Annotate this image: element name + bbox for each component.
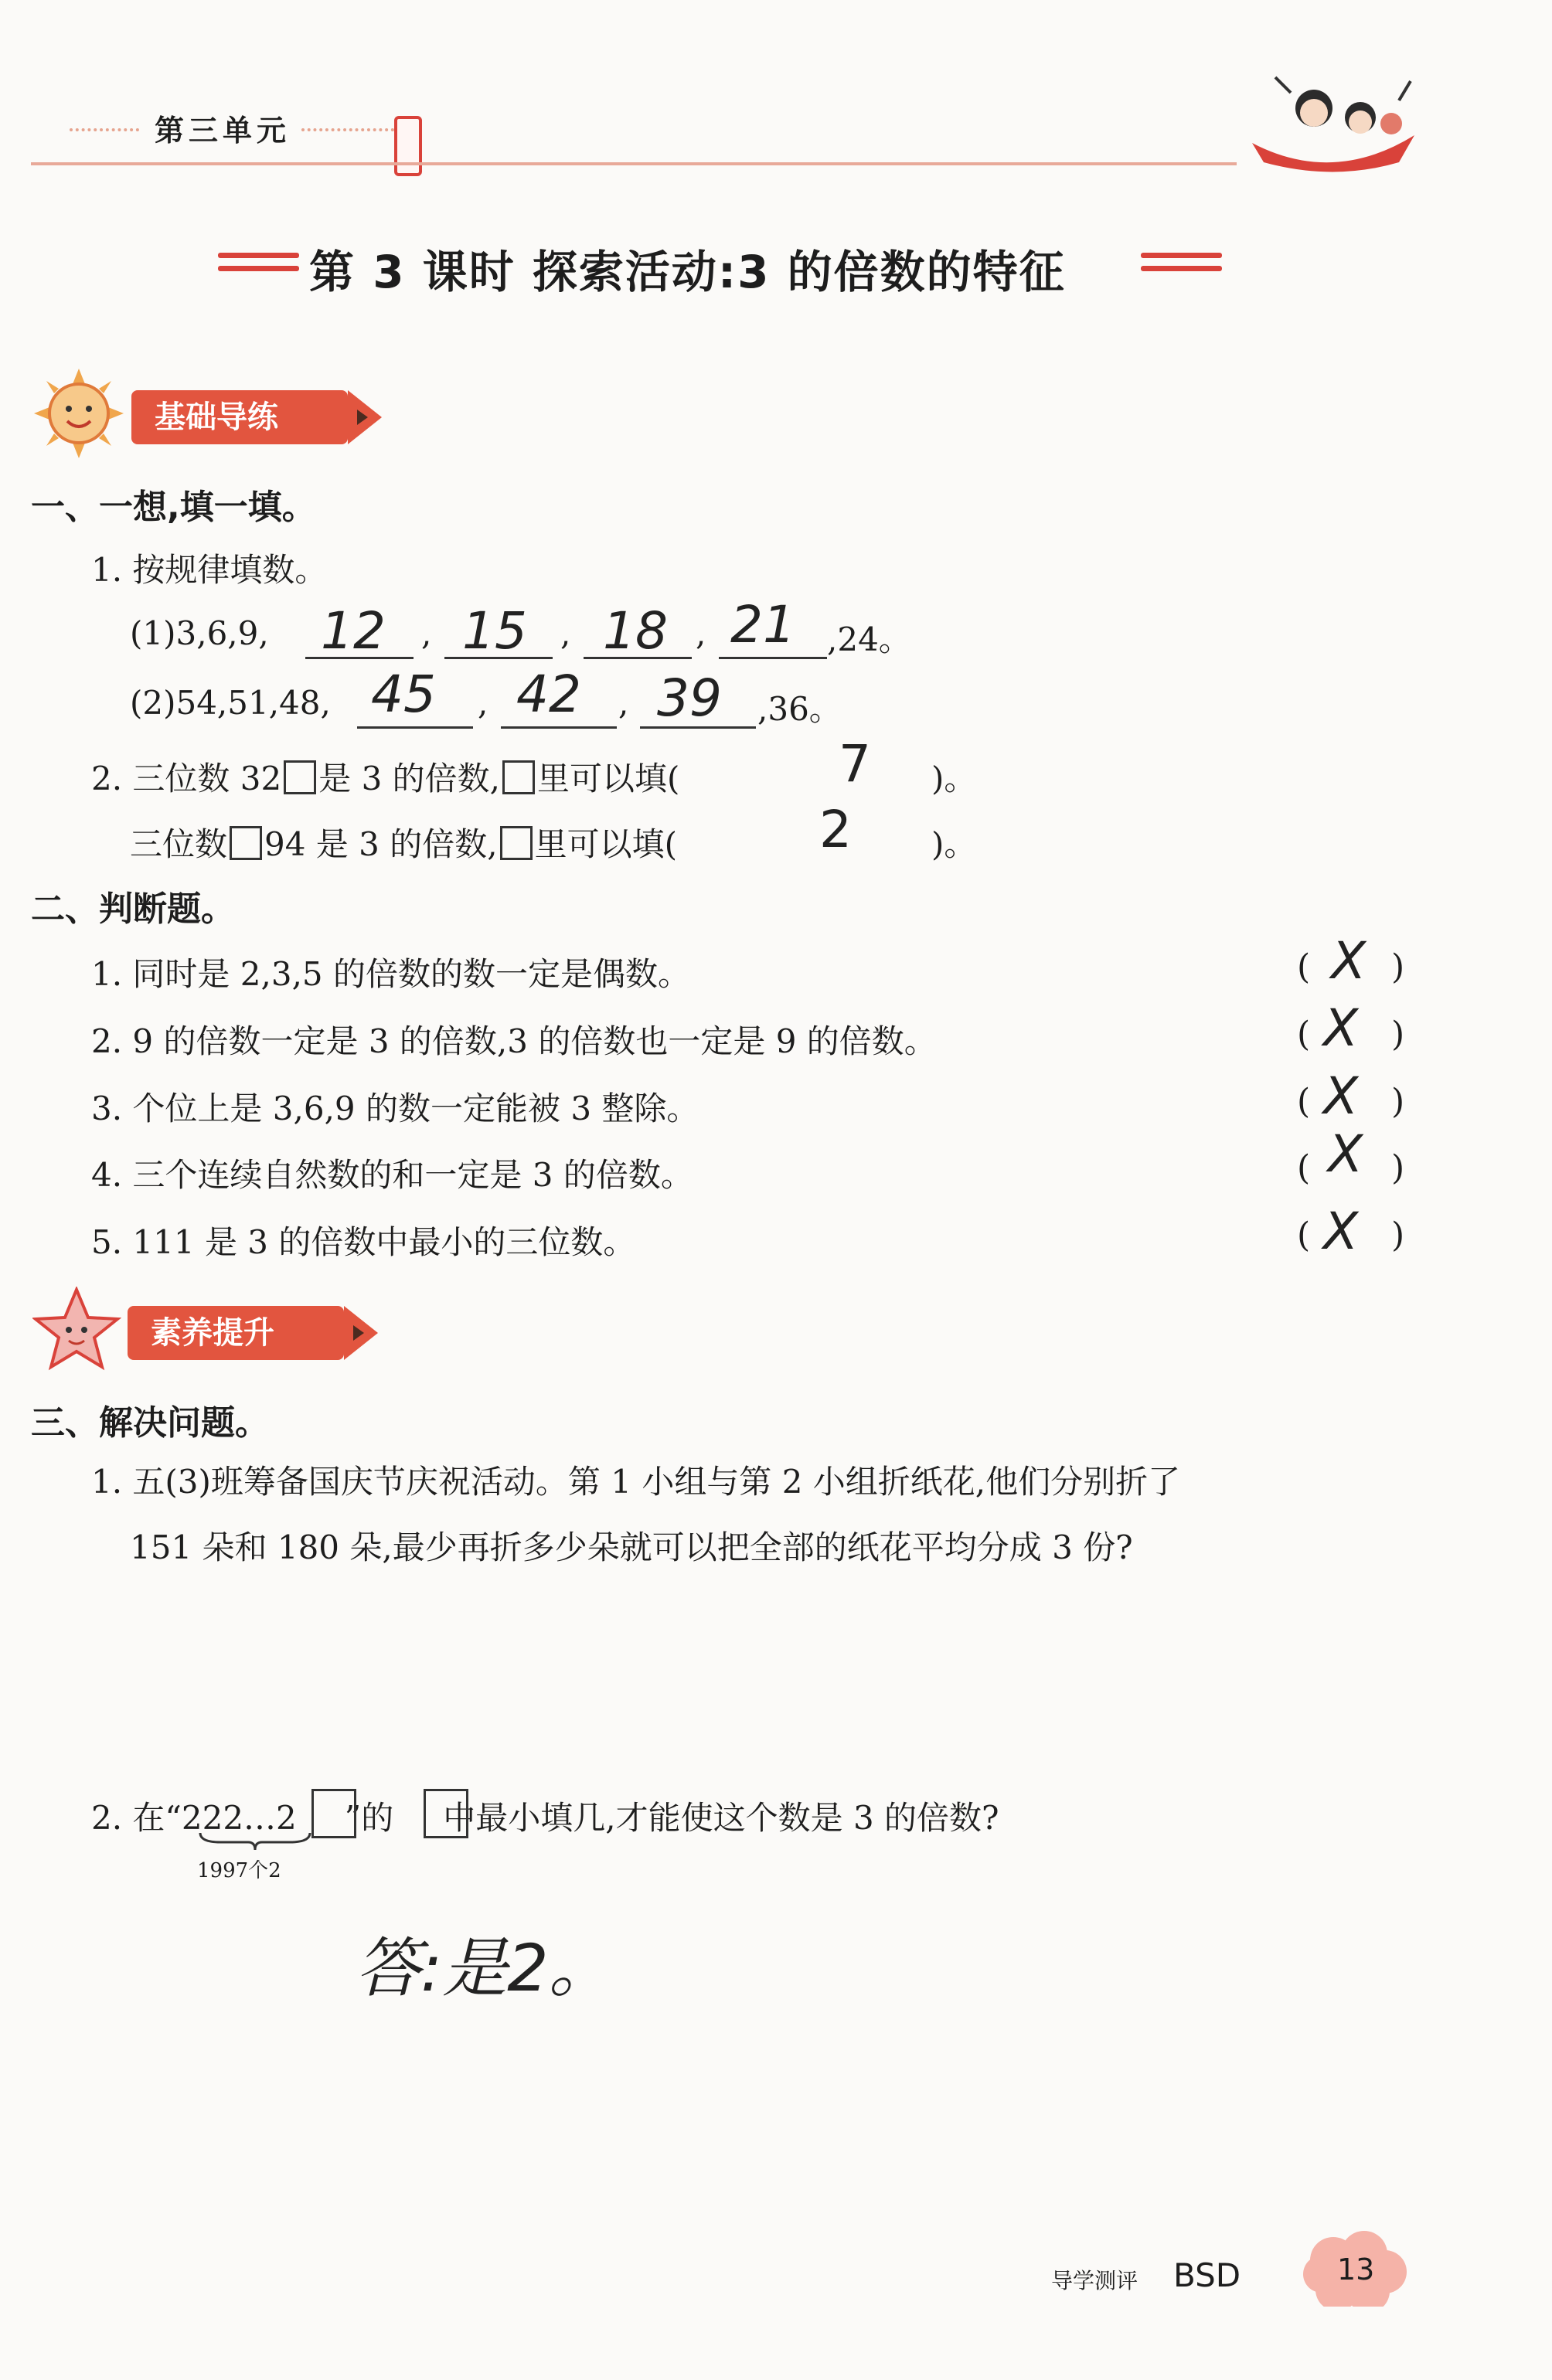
q2b-text-after2: 里可以填( xyxy=(534,825,677,863)
q1b-suffix: ,36。 xyxy=(757,690,842,728)
judge-paren-2: ( xyxy=(1297,1015,1311,1054)
judge-mark-3: X xyxy=(1323,1066,1359,1126)
q1a-answer-2: 15 xyxy=(462,601,527,661)
problem2-answer: 答:是2。 xyxy=(356,1930,614,2006)
section2-title: 二、判断题。 xyxy=(31,889,235,929)
judge-mark-5: X xyxy=(1323,1202,1359,1261)
judge-paren-close-3: ) xyxy=(1391,1082,1405,1121)
judge-paren-4: ( xyxy=(1297,1148,1311,1188)
judge-mark-2: X xyxy=(1323,998,1359,1058)
q1b-prefix: (2)54,51,48, xyxy=(130,684,331,722)
q2a-text-before: 2. 三位数 32 xyxy=(91,760,282,797)
badge-pencil-tip xyxy=(353,1325,364,1341)
judge-paren-close-2: ) xyxy=(1391,1015,1405,1054)
badge-pencil-tip xyxy=(357,410,368,425)
q1b-blank-1 xyxy=(357,726,473,729)
q1a-answer-1: 12 xyxy=(321,601,386,661)
q1a-answer-3: 18 xyxy=(603,601,668,661)
q1b-answer-1: 45 xyxy=(371,665,436,724)
judge-paren-close-4: ) xyxy=(1391,1148,1405,1188)
kids-boat-illustration xyxy=(1244,70,1422,178)
problem2-box-1 xyxy=(311,1789,356,1838)
header-rule xyxy=(31,162,1237,165)
judge-paren-1: ( xyxy=(1297,947,1311,987)
unit-title: 第三单元 xyxy=(155,114,291,148)
digit-box xyxy=(284,760,316,794)
q2a-close: )。 xyxy=(931,760,977,797)
footer-label: 导学测评 xyxy=(1051,2268,1138,2293)
judge-item-1: 1. 同时是 2,3,5 的倍数的数一定是偶数。 xyxy=(91,955,690,993)
problem2-note: 1997个2 xyxy=(197,1859,281,1882)
digit-box xyxy=(500,826,533,860)
problem2-suffix: 中最小填几,才能使这个数是 3 的倍数? xyxy=(443,1799,999,1837)
problem2-mid: ”的 xyxy=(344,1799,394,1837)
unit-bookmark-icon xyxy=(394,116,422,176)
title-deco-left xyxy=(218,251,299,273)
q1a-prefix: (1)3,6,9, xyxy=(130,614,269,652)
q1a-comma-2: , xyxy=(560,614,571,652)
section1-title: 一、一想,填一填。 xyxy=(31,488,316,527)
q1a-answer-4: 21 xyxy=(730,595,795,654)
judge-mark-1: X xyxy=(1331,931,1367,991)
q1b-answer-2: 42 xyxy=(516,665,581,724)
q1a-comma-1: , xyxy=(421,614,432,652)
title-deco-right xyxy=(1141,251,1222,273)
q2a-text-after: 是 3 的倍数, xyxy=(318,760,500,797)
q1b-blank-2 xyxy=(501,726,617,729)
section3-title: 三、解决问题。 xyxy=(31,1403,269,1443)
judge-item-5: 5. 111 是 3 的倍数中最小的三位数。 xyxy=(91,1223,636,1261)
q1a-comma-3: , xyxy=(696,614,706,652)
q1b-comma-2: , xyxy=(618,684,629,722)
lesson-title: 第 3 课时 探索活动:3 的倍数的特征 xyxy=(309,246,1066,298)
sun-mascot-icon xyxy=(32,367,125,460)
q2a-text-after2: 里可以填( xyxy=(537,760,680,797)
judge-paren-5: ( xyxy=(1297,1216,1311,1255)
q1b-comma-1: , xyxy=(478,684,488,722)
digit-box xyxy=(502,760,535,794)
q2b-text-before: 三位数 xyxy=(130,825,228,863)
header-dots-right xyxy=(301,121,394,131)
q1a-blank-4 xyxy=(719,657,827,659)
q2b-answer: 2 xyxy=(819,800,852,859)
digit-box xyxy=(230,826,262,860)
page-number: 13 xyxy=(1337,2252,1375,2286)
q1-title: 1. 按规律填数。 xyxy=(91,551,328,589)
header-dots-left xyxy=(70,121,139,131)
judge-item-4: 4. 三个连续自然数的和一定是 3 的倍数。 xyxy=(91,1156,693,1194)
underbrace-icon xyxy=(197,1830,313,1853)
problem2-box-2 xyxy=(424,1789,468,1838)
problem2-prefix: 2. 在“222…2 xyxy=(91,1799,297,1837)
judge-paren-close-5: ) xyxy=(1391,1216,1405,1255)
problem1-line2: 151 朵和 180 朵,最少再折多少朵就可以把全部的纸花平均分成 3 份? xyxy=(130,1528,1133,1566)
q2b-close: )。 xyxy=(931,825,977,863)
q2a-line xyxy=(91,753,679,800)
problem1-line1: 1. 五(3)班筹备国庆节庆祝活动。第 1 小组与第 2 小组折纸花,他们分别折了 xyxy=(91,1463,1181,1501)
badge-basic-practice: 基础导练 xyxy=(131,390,348,444)
judge-mark-4: X xyxy=(1328,1124,1363,1184)
star-mascot-icon xyxy=(32,1287,121,1372)
badge-skill-improvement: 素养提升 xyxy=(128,1306,344,1360)
q1a-suffix: ,24。 xyxy=(827,620,911,658)
judge-item-3: 3. 个位上是 3,6,9 的数一定能被 3 整除。 xyxy=(91,1090,699,1127)
judge-paren-close-1: ) xyxy=(1391,947,1405,987)
q2a-answer: 7 xyxy=(839,734,871,794)
footer-brand: BSD xyxy=(1173,2256,1241,2294)
judge-paren-3: ( xyxy=(1297,1082,1311,1121)
judge-item-2: 2. 9 的倍数一定是 3 的倍数,3 的倍数也一定是 9 的倍数。 xyxy=(91,1022,937,1060)
q2b-text-after: 94 是 3 的倍数, xyxy=(264,825,498,863)
q1b-answer-3: 39 xyxy=(657,668,722,728)
q2b-line xyxy=(130,819,677,865)
